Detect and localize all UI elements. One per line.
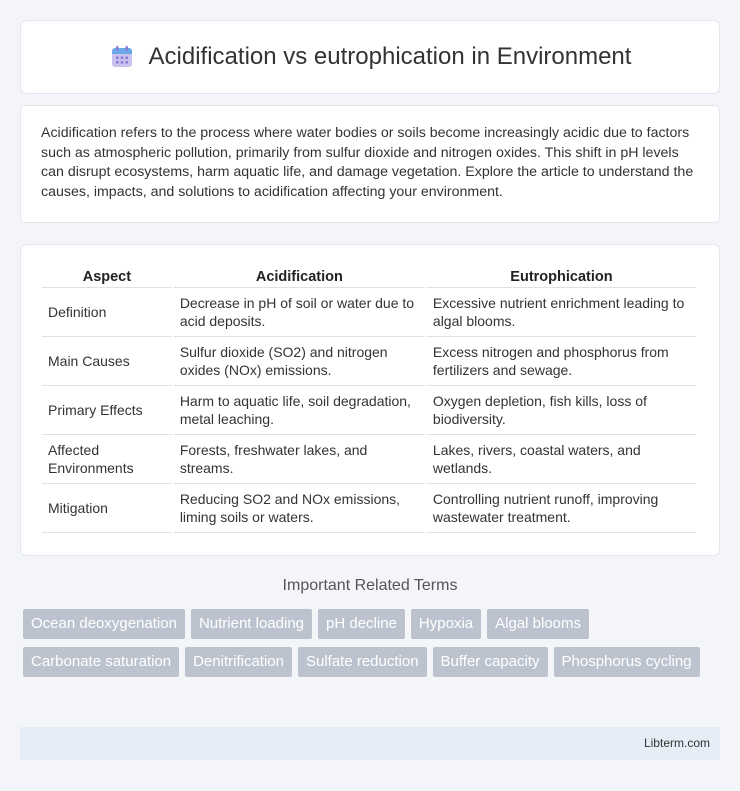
comparison-table-card (20, 244, 720, 556)
related-term-tag[interactable]: Phosphorus cycling (554, 647, 700, 677)
related-term-tag[interactable]: Algal blooms (487, 609, 589, 639)
intro-card (20, 105, 720, 223)
eutrophication-cell: Excessive nutrient enrichment leading to algal blooms. (427, 287, 696, 336)
related-term-tag[interactable]: Sulfate reduction (298, 647, 427, 677)
title-wrap (109, 43, 632, 71)
acidification-cell: Forests, freshwater lakes, and streams. (174, 434, 425, 483)
related-term-tag[interactable]: Denitrification (185, 647, 292, 677)
aspect-cell: Main Causes (42, 336, 172, 385)
table-row (42, 336, 696, 385)
intro-text: Acidification refers to the process where water bodies or soils become increasingly acidic due to factors such as atmospheric pollution, primarily from sulfur dioxide and nitrogen oxides. This shift in pH levels can disrupt ecosystems, harm aquatic life, and damage vegetation. Explore the article to understand the causes, impacts, and solutions to acidification affecting your environment. (41, 125, 694, 200)
eutrophication-cell: Controlling nutrient runoff, improving wastewater treatment. (427, 483, 696, 533)
related-term-tag[interactable]: pH decline (318, 609, 405, 639)
table-row (42, 434, 696, 483)
footer-site-link[interactable]: Libterm.com (643, 736, 710, 750)
column-header-aspect: Aspect (82, 269, 132, 285)
acidification-cell: Reducing SO2 and NOx emissions, liming soils or waters. (174, 483, 425, 533)
calendar-icon (109, 44, 135, 70)
acidification-cell: Harm to aquatic life, soil degradation, metal leaching. (174, 385, 425, 434)
related-terms-title: Important Related Terms (282, 577, 458, 594)
table-row (42, 385, 696, 434)
aspect-cell: Primary Effects (42, 385, 172, 434)
eutrophication-cell: Lakes, rivers, coastal waters, and wetlands. (427, 434, 696, 483)
page-title: Acidification vs eutrophication in Environment (148, 43, 632, 70)
table-row (42, 287, 696, 336)
header-card (20, 20, 720, 94)
aspect-cell: Mitigation (42, 483, 172, 533)
acidification-cell: Decrease in pH of soil or water due to acid deposits. (174, 287, 425, 336)
aspect-cell: Definition (42, 287, 172, 336)
table-header-row (42, 263, 696, 287)
aspect-cell: Affected Environments (42, 434, 172, 483)
comparison-table (40, 263, 698, 533)
footer (20, 727, 720, 760)
acidification-cell: Sulfur dioxide (SO2) and nitrogen oxides (NOx) emissions. (174, 336, 425, 385)
related-term-tag[interactable]: Nutrient loading (191, 609, 312, 639)
related-term-tag[interactable]: Hypoxia (411, 609, 481, 639)
related-term-tag[interactable]: Carbonate saturation (23, 647, 179, 677)
related-term-tag[interactable]: Buffer capacity (433, 647, 548, 677)
related-term-tag[interactable]: Ocean deoxygenation (23, 609, 185, 639)
eutrophication-cell: Oxygen depletion, fish kills, loss of biodiversity. (427, 385, 696, 434)
related-terms-list (23, 609, 723, 677)
eutrophication-cell: Excess nitrogen and phosphorus from fertilizers and sewage. (427, 336, 696, 385)
column-header-eutrophication: Eutrophication (510, 269, 613, 285)
column-header-acidification: Acidification (255, 269, 343, 285)
table-row (42, 483, 696, 533)
